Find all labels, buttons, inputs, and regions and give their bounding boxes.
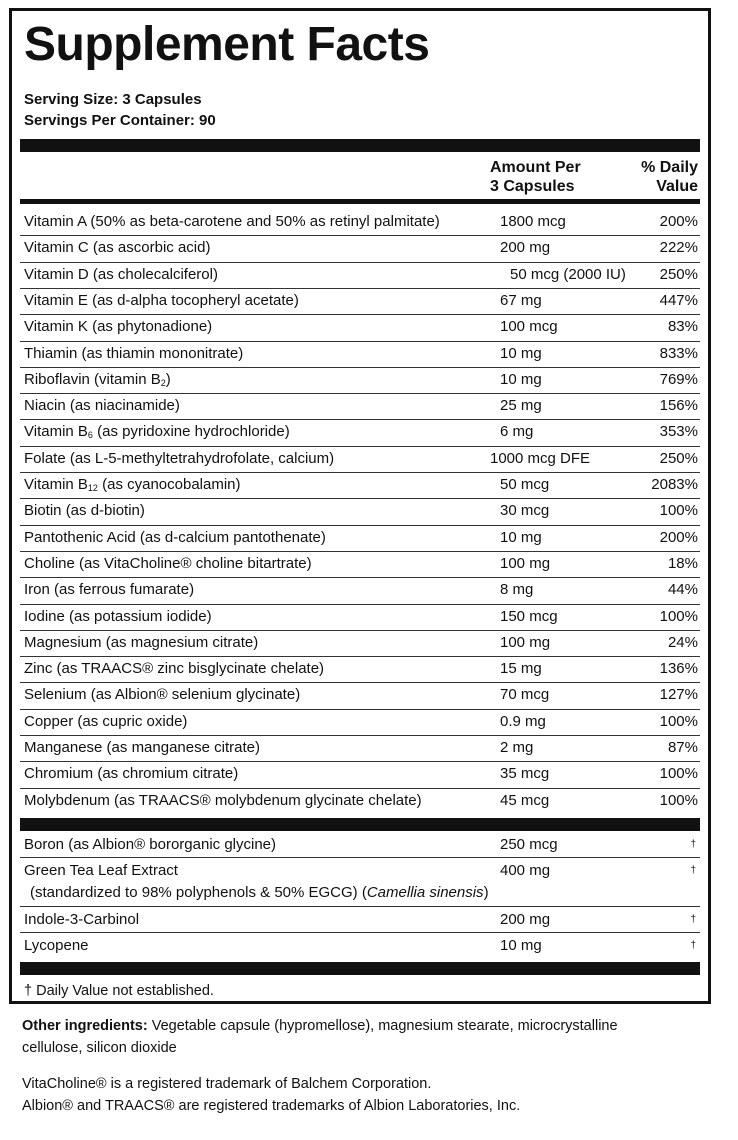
- serving-size: Serving Size: 3 Capsules: [24, 91, 202, 108]
- ingredient-name: Lycopene: [24, 937, 89, 954]
- ingredient-name-detail: (standardized to 98% polyphenols & 50% EGCG) (Camellia sinensis): [30, 884, 489, 901]
- nutrient-amount: 6 mg: [500, 423, 534, 441]
- row-divider: [20, 630, 700, 631]
- other-ingredients-text: Other ingredients: Vegetable capsule (hypromellose), magnesium stearate, microcrystalline: [22, 1018, 618, 1034]
- nutrient-amount: 70 mcg: [500, 686, 550, 704]
- nutrient-daily-value: 833%: [659, 344, 698, 362]
- nutrient-name: Iron (as ferrous fumarate): [24, 581, 195, 599]
- row-divider: [20, 932, 700, 933]
- nutrient-name: Riboflavin (vitamin $B_2$): [24, 370, 171, 388]
- nutrient-amount: 1000 mcg DFE: [490, 449, 591, 467]
- row-divider: [20, 314, 700, 315]
- panel-title: Supplement Facts: [24, 18, 430, 71]
- row-divider: [20, 656, 700, 657]
- ingredient-amount: 200 mg: [500, 911, 551, 928]
- other-ingredients-text-line2: cellulose, silicon dioxide: [22, 1040, 177, 1056]
- nutrient-daily-value: 100%: [659, 502, 698, 520]
- nutrient-daily-value: 769%: [659, 370, 698, 388]
- nutrient-amount: 100 mcg: [500, 318, 558, 336]
- other-ingredients-label: Other ingredients:: [22, 1018, 148, 1034]
- row-divider: [20, 604, 700, 605]
- nutrient-daily-value: 100%: [659, 765, 698, 783]
- ingredient-amount: 10 mg: [500, 937, 542, 954]
- nutrient-daily-value: 447%: [659, 291, 698, 309]
- row-divider: [20, 525, 700, 526]
- nutrient-amount: 45 mcg: [500, 791, 550, 809]
- row-divider: [20, 472, 700, 473]
- ingredient-name: Indole-3-Carbinol: [24, 911, 140, 928]
- middle-thick-bar: [20, 818, 700, 831]
- trademark-note-1: VitaCholine® is a registered trademark of Balchem Corporation.: [22, 1076, 432, 1092]
- nutrient-daily-value: 250%: [659, 449, 698, 467]
- nutrient-amount: 8 mg: [500, 581, 534, 599]
- nutrient-daily-value: 200%: [659, 213, 698, 230]
- nutrient-name: Magnesium (as magnesium citrate): [24, 633, 259, 651]
- ingredient-amount: 250 mcg: [500, 836, 558, 853]
- row-divider: [20, 857, 700, 858]
- nutrient-amount: 35 mcg: [500, 765, 550, 783]
- nutrient-daily-value: 2083%: [651, 476, 698, 493]
- nutrient-name: Zinc (as TRAACS® zinc bisglycinate chelate): [24, 660, 325, 678]
- nutrient-amount: 2 mg: [500, 739, 534, 756]
- row-divider: [20, 761, 700, 762]
- nutrient-daily-value: 83%: [667, 318, 698, 336]
- nutrient-daily-value: 87%: [667, 739, 698, 756]
- nutrient-amount: 100 mg: [500, 633, 551, 651]
- row-divider: [20, 577, 700, 578]
- nutrient-daily-value: 200%: [659, 528, 698, 546]
- nutrient-amount: 150 mcg: [500, 607, 558, 625]
- nutrient-name: Copper (as cupric oxide): [24, 712, 188, 730]
- nutrient-name: Chromium (as chromium citrate): [24, 765, 239, 783]
- row-divider: [20, 393, 700, 394]
- row-divider: [20, 906, 700, 907]
- nutrient-daily-value: 100%: [659, 791, 698, 809]
- nutrient-daily-value: 127%: [659, 686, 698, 704]
- row-divider: [20, 735, 700, 736]
- row-divider: [20, 498, 700, 499]
- row-divider: [20, 709, 700, 710]
- row-divider: [20, 288, 700, 289]
- nutrient-daily-value: 156%: [659, 397, 698, 415]
- top-thick-bar: [20, 139, 700, 152]
- amount-header: Amount Per 3 Capsules: [490, 159, 581, 195]
- ingredient-name: Boron (as Albion® bororganic glycine): [24, 836, 277, 853]
- daily-value-footnote: † Daily Value not established.: [24, 983, 214, 999]
- nutrient-name: Vitamin E (as d-alpha tocopheryl acetate): [24, 291, 299, 309]
- ingredient-daily-value-dagger: †: [690, 914, 696, 925]
- nutrient-daily-value: 24%: [667, 633, 698, 651]
- nutrient-name: Vitamin K (as phytonadione): [24, 318, 213, 336]
- nutrient-amount: 0.9 mg: [500, 712, 546, 730]
- trademark-note-2: Albion® and TRAACS® are registered trademarks of Albion Laboratories, Inc.: [22, 1098, 521, 1114]
- nutrient-amount: 15 mg: [500, 660, 542, 678]
- row-divider: [20, 262, 700, 263]
- nutrient-amount: 50 mcg (2000 IU): [510, 265, 626, 283]
- servings-per-container: Servings Per Container: 90: [24, 112, 216, 129]
- nutrient-name: Molybdenum (as TRAACS® molybdenum glycinate chelate): [24, 791, 422, 809]
- row-divider: [20, 551, 700, 552]
- nutrient-amount: 10 mg: [500, 344, 542, 362]
- nutrient-name: Vitamin $B_6$ (as pyridoxine hydrochloride): [24, 423, 290, 441]
- nutrient-daily-value: 18%: [667, 554, 698, 572]
- row-divider: [20, 682, 700, 683]
- row-divider: [20, 788, 700, 789]
- nutrient-name: Pantothenic Acid (as d-calcium pantothenate): [24, 528, 326, 546]
- nutrient-name: Vitamin $B_{12}$ (as cyanocobalamin): [24, 476, 241, 493]
- supplement-facts-panel: [9, 8, 711, 1004]
- nutrient-name: Biotin (as d-biotin): [24, 502, 145, 520]
- nutrient-daily-value: 250%: [659, 265, 698, 283]
- nutrient-name: Choline (as VitaCholine® choline bitartrate): [24, 554, 312, 572]
- nutrient-name: Folate (as L-5-methyltetrahydrofolate, calcium): [24, 449, 335, 467]
- ingredient-daily-value-dagger: †: [690, 839, 696, 850]
- nutrient-amount: 67 mg: [500, 291, 542, 309]
- row-divider: [20, 367, 700, 368]
- ingredient-daily-value-dagger: †: [690, 865, 696, 876]
- ingredient-daily-value-dagger: †: [690, 940, 696, 951]
- nutrient-name: Vitamin C (as ascorbic acid): [24, 239, 211, 257]
- nutrient-amount: 50 mcg: [500, 476, 550, 493]
- nutrient-name: Iodine (as potassium iodide): [24, 607, 212, 625]
- nutrient-name: Niacin (as niacinamide): [24, 397, 180, 415]
- header-divider-bar: [20, 199, 700, 204]
- ingredient-amount: 400 mg: [500, 862, 551, 879]
- row-divider: [20, 341, 700, 342]
- nutrient-name: Vitamin D (as cholecalciferol): [24, 265, 218, 283]
- nutrient-amount: 1800 mcg: [500, 213, 566, 230]
- row-divider: [20, 235, 700, 236]
- nutrient-amount: 10 mg: [500, 528, 542, 546]
- nutrient-amount: 200 mg: [500, 239, 551, 257]
- row-divider: [20, 419, 700, 420]
- nutrient-name: Vitamin A (50% as beta-carotene and 50% as retinyl palmitate): [24, 213, 440, 230]
- nutrient-name: Selenium (as Albion® selenium glycinate): [24, 686, 301, 704]
- bottom-thick-bar: [20, 962, 700, 975]
- nutrient-daily-value: 222%: [659, 239, 698, 257]
- nutrient-amount: 25 mg: [500, 397, 542, 415]
- nutrient-daily-value: 353%: [659, 423, 698, 441]
- nutrient-daily-value: 100%: [659, 712, 698, 730]
- nutrient-amount: 10 mg: [500, 370, 542, 388]
- nutrient-amount: 30 mcg: [500, 502, 550, 520]
- nutrient-daily-value: 136%: [659, 660, 698, 678]
- nutrient-daily-value: 44%: [667, 581, 698, 599]
- ingredient-name: Green Tea Leaf Extract: [24, 862, 178, 879]
- daily-value-header: % Daily Value: [641, 159, 698, 195]
- nutrient-amount: 100 mg: [500, 554, 551, 572]
- row-divider: [20, 446, 700, 447]
- nutrient-name: Thiamin (as thiamin mononitrate): [24, 344, 244, 362]
- nutrient-daily-value: 100%: [659, 607, 698, 625]
- nutrient-name: Manganese (as manganese citrate): [24, 739, 260, 756]
